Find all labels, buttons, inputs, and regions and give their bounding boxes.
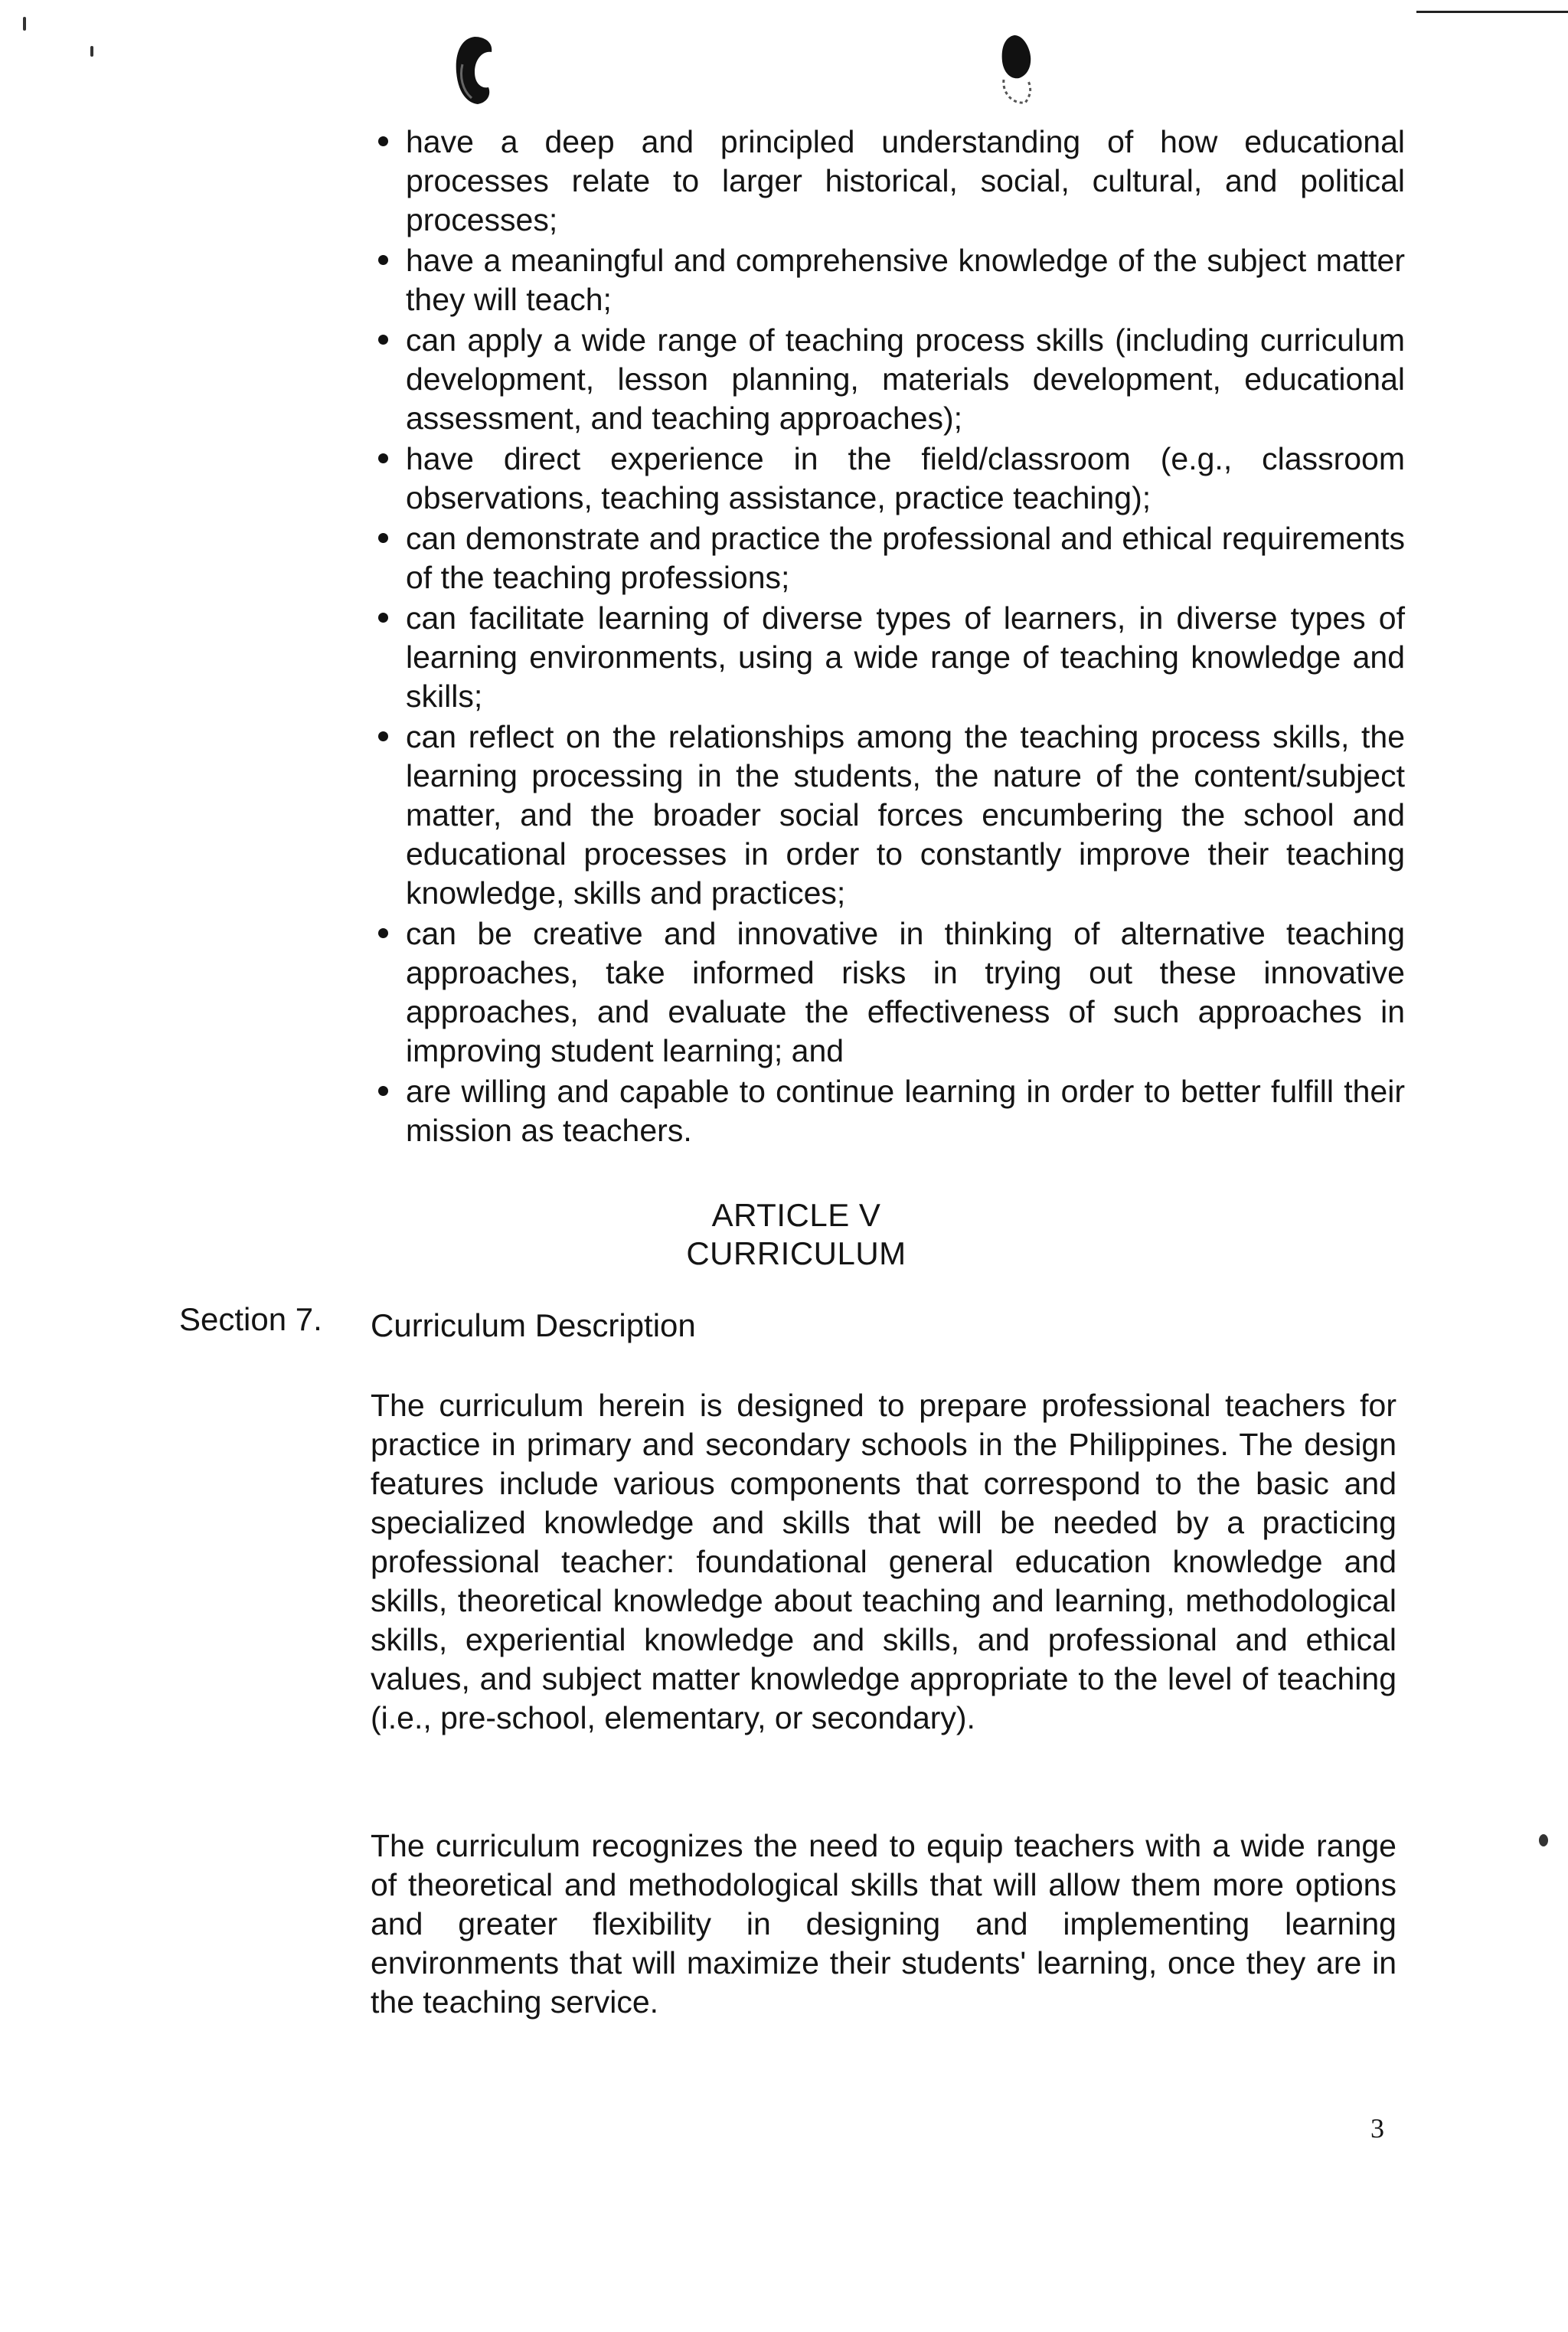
- bullet-icon: [378, 1086, 388, 1096]
- section-label: Section 7.: [179, 1301, 322, 1337]
- list-item: [375, 599, 1405, 716]
- list-item: [375, 519, 1405, 597]
- scan-speck: [23, 17, 26, 31]
- list-item: [375, 440, 1405, 518]
- scan-speck: [90, 46, 93, 57]
- list-item: [375, 1072, 1405, 1150]
- list-item-text: can demonstrate and practice the professional and ethical requirements of the teaching professions;: [406, 521, 1405, 595]
- list-item-text: can facilitate learning of diverse types of learners, in diverse types of learning environments, using a wide range of teaching knowledge and skills;: [406, 600, 1405, 714]
- list-item: [375, 718, 1405, 913]
- scan-speck: [1539, 1834, 1548, 1846]
- bullet-icon: [378, 613, 388, 623]
- list-item: [375, 123, 1405, 240]
- section-title: Curriculum Description: [371, 1307, 696, 1343]
- qualifications-list: [375, 123, 1405, 1152]
- scan-edge-line: [1416, 11, 1568, 13]
- bullet-icon: [378, 136, 388, 146]
- bullet-icon: [378, 731, 388, 741]
- bullet-icon: [378, 928, 388, 938]
- article-heading: [635, 1196, 957, 1273]
- hole-punch-mark: [452, 34, 496, 107]
- list-item-text: have a deep and principled understanding of how educational processes relate to larger historical, social, cultural, and political processes;: [406, 124, 1405, 237]
- bullet-icon: [378, 453, 388, 463]
- bullet-icon: [378, 533, 388, 543]
- bullet-icon: [378, 335, 388, 345]
- list-item: [375, 914, 1405, 1071]
- page-number: 3: [1370, 2113, 1384, 2144]
- article-number: ARTICLE V: [711, 1197, 881, 1233]
- list-item-text: have direct experience in the field/classroom (e.g., classroom observations, teaching assistance, practice teaching);: [406, 441, 1405, 515]
- hole-punch-mark: [991, 34, 1036, 107]
- list-item-text: have a meaningful and comprehensive knowledge of the subject matter they will teach;: [406, 243, 1405, 317]
- list-item: [375, 321, 1405, 438]
- list-item-text: are willing and capable to continue learning in order to better fulfill their mission as teachers.: [406, 1074, 1405, 1148]
- list-item-text: can reflect on the relationships among the teaching process skills, the learning processing in the students, the nature of the content/subject matter, and the broader social forces encumbering the school and educational processes in order to constantly improve their teaching knowledge, skills and practices;: [406, 719, 1405, 911]
- list-item: [375, 241, 1405, 319]
- article-title: CURRICULUM: [686, 1235, 906, 1271]
- curriculum-paragraph: The curriculum recognizes the need to equip teachers with a wide range of theoretical and methodological skills that will allow them more options and greater flexibility in designing and implementing learning environments that will maximize their students' learning, once they are in the teaching service.: [371, 1828, 1396, 2020]
- list-item-text: can be creative and innovative in thinking of alternative teaching approaches, take informed risks in trying out these innovative approaches, and evaluate the effectiveness of such approaches in improving student learning; and: [406, 916, 1405, 1068]
- bullet-icon: [378, 255, 388, 265]
- curriculum-paragraph: The curriculum herein is designed to prepare professional teachers for practice in primary and secondary schools in the Philippines. The design features include various components that correspond to the basic and specialized knowledge and skills that will be needed by a practicing professional teacher: foundational general education knowledge and skills, theoretical knowledge about teaching and learning, methodological skills, experiential knowledge and skills, and professional and ethical values, and subject matter knowledge appropriate to the level of teaching (i.e., pre-school, elementary, or secondary).: [371, 1388, 1396, 1735]
- list-item-text: can apply a wide range of teaching process skills (including curriculum development, lesson planning, materials development, educational assessment, and teaching approaches);: [406, 322, 1405, 436]
